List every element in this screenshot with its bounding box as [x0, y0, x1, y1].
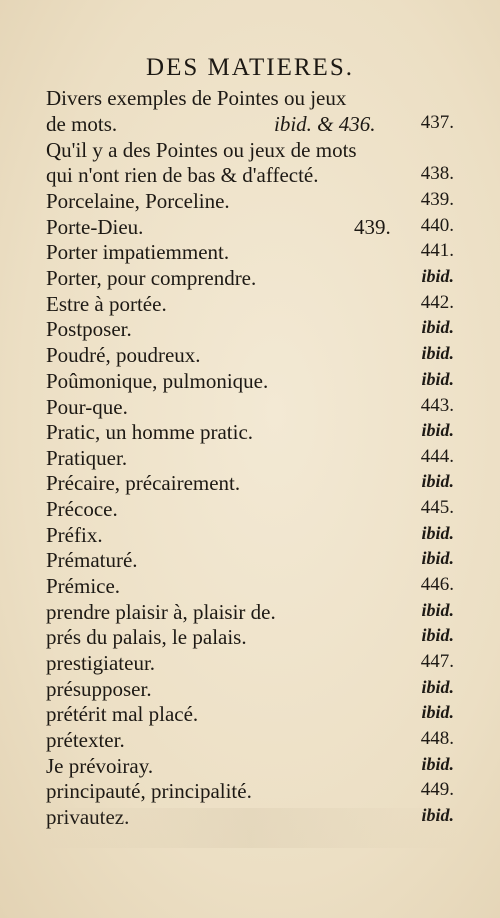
entry-page-ref: 437. [420, 112, 454, 133]
entry-term: présupposer. [46, 677, 152, 701]
index-entry [46, 754, 454, 780]
entry-page-ref: 449. [420, 779, 454, 800]
index-entry [46, 163, 454, 189]
index-entry [46, 138, 454, 164]
entry-page-ref: ibid. [421, 317, 454, 337]
entry-page-ref: 445. [420, 497, 454, 518]
entry-term: prétérit mal placé. [46, 702, 199, 726]
entry-term: Préfix. [46, 523, 103, 547]
entry-page-ref: 441. [420, 240, 454, 261]
entry-term: Porter, pour comprendre. [46, 266, 257, 290]
entry-page-ref: 440. [420, 215, 454, 236]
index-entry [46, 112, 454, 138]
index-entry [46, 523, 454, 549]
index-entry [46, 600, 454, 626]
entry-term: Prématuré. [46, 548, 138, 572]
entry-page-ref: ibid. [421, 805, 454, 825]
entry-term: prétexter. [46, 728, 125, 752]
entry-page-ref: ibid. [421, 702, 454, 722]
page-header: DES MATIERES. [146, 54, 354, 81]
entry-term: Postposer. [46, 317, 132, 341]
index-entry [46, 702, 454, 728]
index-entry [46, 189, 454, 215]
index-entry [46, 420, 454, 446]
entry-page-ref: 442. [420, 292, 454, 313]
entry-page-ref: ibid. [421, 548, 454, 568]
index-entry [46, 779, 454, 805]
index-entry [46, 292, 454, 318]
index-entry [46, 651, 454, 677]
entry-term: Prémice. [46, 574, 121, 598]
entry-page-ref: ibid. [421, 343, 454, 363]
entry-term: de mots. [46, 112, 118, 136]
entry-term: Poûmonique, pulmonique. [46, 369, 269, 393]
entry-term: Je prévoiray. [46, 754, 154, 778]
page-stain [40, 808, 460, 848]
entry-term: Précoce. [46, 497, 118, 521]
entry-term: prés du palais, le palais. [46, 625, 247, 649]
index-entry [46, 343, 454, 369]
index-entry [46, 317, 454, 343]
entry-term: Porter impatiemment. [46, 240, 230, 264]
entry-page-ref: ibid. [421, 754, 454, 774]
entry-term: Pratic, un homme pratic. [46, 420, 254, 444]
entry-page-ref: ibid. [421, 420, 454, 440]
index-entry [46, 215, 454, 241]
entry-page-ref: ibid. [421, 523, 454, 543]
entry-page-ref: 446. [420, 574, 454, 595]
entry-term: prestigiateur. [46, 651, 156, 675]
index-entry [46, 86, 454, 112]
entry-term: Divers exemples de Pointes ou jeux [46, 86, 347, 110]
entry-page-ref: ibid. [421, 471, 454, 491]
entry-term: qui n'ont rien de bas & d'affecté. [46, 163, 319, 187]
entry-term: Estre à portée. [46, 292, 167, 316]
entry-term: Porcelaine, Porceline. [46, 189, 230, 213]
entry-term: Qu'il y a des Pointes ou jeux de mots [46, 138, 357, 162]
entry-page-ref: ibid. [421, 677, 454, 697]
entry-page-ref: ibid. [421, 369, 454, 389]
entry-page-ref: 439. [420, 189, 454, 210]
entry-page-ref: ibid. [421, 625, 454, 645]
entry-term: Pratiquer. [46, 446, 128, 470]
index-entry [46, 574, 454, 600]
entry-page-ref: 443. [420, 395, 454, 416]
index-entry [46, 266, 454, 292]
index-entry [46, 625, 454, 651]
entry-term: principauté, principalité. [46, 779, 252, 803]
index-entry [46, 395, 454, 421]
entry-term: prendre plaisir à, plaisir de. [46, 600, 276, 624]
entry-page-ref: ibid. [421, 600, 454, 620]
entry-page-ref: ibid. [421, 266, 454, 286]
index-entry [46, 728, 454, 754]
entry-term: Porte-Dieu. [46, 215, 144, 239]
index-entry [46, 369, 454, 395]
entry-page-ref: 438. [420, 163, 454, 184]
entry-page-ref: 447. [420, 651, 454, 672]
entry-page-ref: 448. [420, 728, 454, 749]
entry-term: Pour-que. [46, 395, 128, 419]
entry-page-ref: 444. [420, 446, 454, 467]
index-entry [46, 240, 454, 266]
index-entry [46, 497, 454, 523]
index-entry [46, 446, 454, 472]
entry-term: Poudré, poudreux. [46, 343, 201, 367]
index-entry [46, 471, 454, 497]
entry-mid-ref: ibid. & 436. [274, 112, 376, 136]
entry-term: privautez. [46, 805, 130, 829]
index-entry [46, 677, 454, 703]
entry-term: Précaire, précairement. [46, 471, 241, 495]
entry-mid-ref: 439. [354, 215, 391, 239]
index-entry [46, 548, 454, 574]
